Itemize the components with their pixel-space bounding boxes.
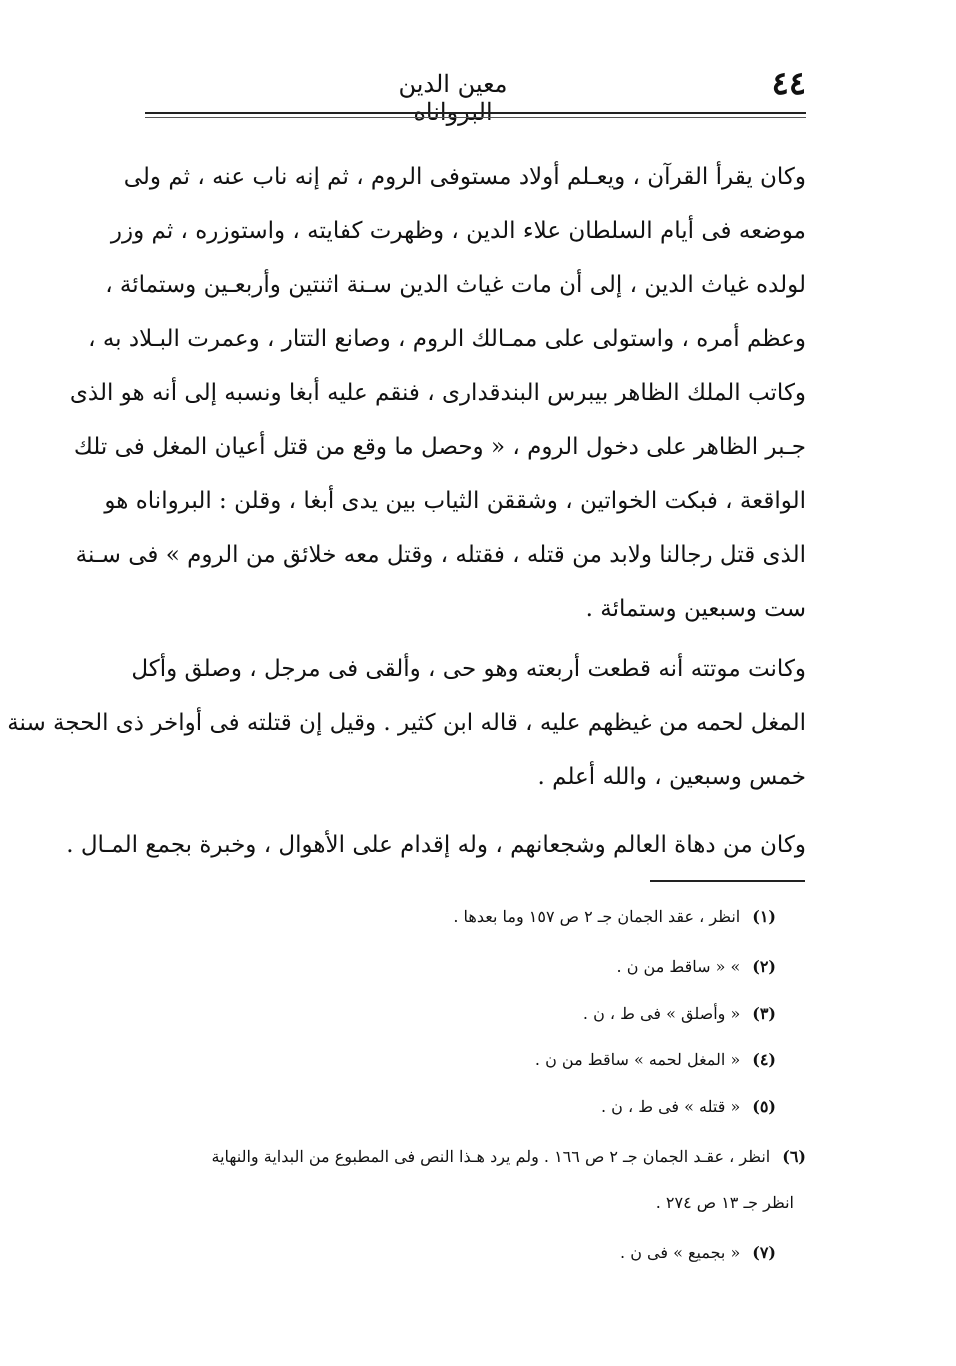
footnote-number: (١): [752, 907, 776, 926]
page-header: [150, 62, 806, 126]
footnote-text: انظر ، عقـد الجمان جـ ٢ ص ١٦٦ . ولم يرد هـذا النص فى المطبوع من البداية والنهاية: [211, 1147, 771, 1166]
text-line: وكانت موتته أنه قطعت أربعته وهو حى ، وألقى فى مرجل ، وصلق وأكل: [131, 656, 806, 682]
page-number: ٤٤: [771, 64, 806, 102]
header-rule-secondary: [145, 117, 806, 118]
footnote-text: « المغل لحمه » ساقط من ن .: [534, 1050, 741, 1069]
paragraph-3: [66, 818, 806, 872]
header-rule: [145, 112, 806, 114]
text-line: وكان من دهاة العالم وشجعانهم ، وله إقدام على الأهوال ، وخبرة بجمع المـال .: [66, 832, 806, 858]
footnote-text: « قتله » فى ط ، ن .: [600, 1097, 741, 1116]
footnote-text: » « ساقط من ن .: [616, 957, 741, 976]
footnote-continuation: [150, 1188, 806, 1218]
text-line: وكان يقرأ القرآن ، ويعـلم أولاد مستوفى الروم ، ثم إنه ناب عنه ، ثم ولى: [123, 164, 806, 190]
footnote-number: (٢): [752, 957, 776, 976]
footnote: [150, 999, 776, 1029]
footnote: [150, 1045, 776, 1075]
text-line: المغل لحمه من غيظهم عليه ، قاله ابن كثير . وقيل إن قتلته فى أواخر ذى الحجة سنة: [7, 710, 806, 736]
footnote: [150, 1142, 806, 1172]
footnote-number: (٧): [752, 1243, 776, 1262]
text-line: الواقعة ، فبكت الخواتين ، وشققن الثياب بين يدى أبغا ، وقلن : البرواناه هو: [104, 488, 806, 514]
text-line: الذى قتل رجالنا ولابد من قتله ، فقتله ، وقتل معه خلائق من الروم » فى سـنة: [75, 542, 806, 568]
text-line: موضعه فى أيام السلطان علاء الدين ، وظهرت كفايته ، واستوزره ، ثم وزر: [110, 218, 806, 244]
footnote-text: « وأصلق » فى ط ، ن .: [582, 1004, 741, 1023]
text-line: لولده غياث الدين ، إلى أن مات غياث الدين سـنة اثنتين وأربعـين وستمائة ،: [105, 272, 806, 298]
text-line: ست وسبعين وستمائة .: [585, 596, 806, 622]
text-line: وكاتب الملك الظاهر بيبرس البندقدارى ، فنقم عليه أبغا ونسبه إلى أنه هو الذى: [69, 380, 806, 406]
footnote: [150, 1092, 776, 1122]
text-line: خمس وسبعين ، والله أعلم .: [537, 764, 806, 790]
paragraph-2: [7, 642, 806, 804]
text-line: وعظم أمره ، واستولى على ممـالك الروم ، وصانع التتار ، وعمرت البـلاد به ،: [88, 326, 806, 352]
running-title: معين الدين البرواناه: [398, 70, 508, 126]
footnote-text: انظر جـ ١٣ ص ٢٧٤ .: [655, 1193, 794, 1212]
footnote-text: « بجميع » فى ن .: [620, 1243, 741, 1262]
footnote: [150, 1238, 776, 1268]
footnote-number: (٤): [752, 1050, 776, 1069]
footnote-text: انظر ، عقد الجمان جـ ٢ ص ١٥٧ وما بعدها .: [453, 907, 741, 926]
text-line: جـبر الظاهر على دخول الروم ، « وحصل ما وقع من قتل أعيان المغل فى تلك: [73, 434, 806, 460]
paragraph-1: [69, 150, 806, 636]
footnote: [150, 902, 776, 932]
footnote-number: (٦): [782, 1147, 806, 1166]
footnote-rule: [650, 880, 805, 882]
footnote: [150, 952, 776, 982]
footnote-number: (٥): [752, 1097, 776, 1116]
footnote-number: (٣): [752, 1004, 776, 1023]
